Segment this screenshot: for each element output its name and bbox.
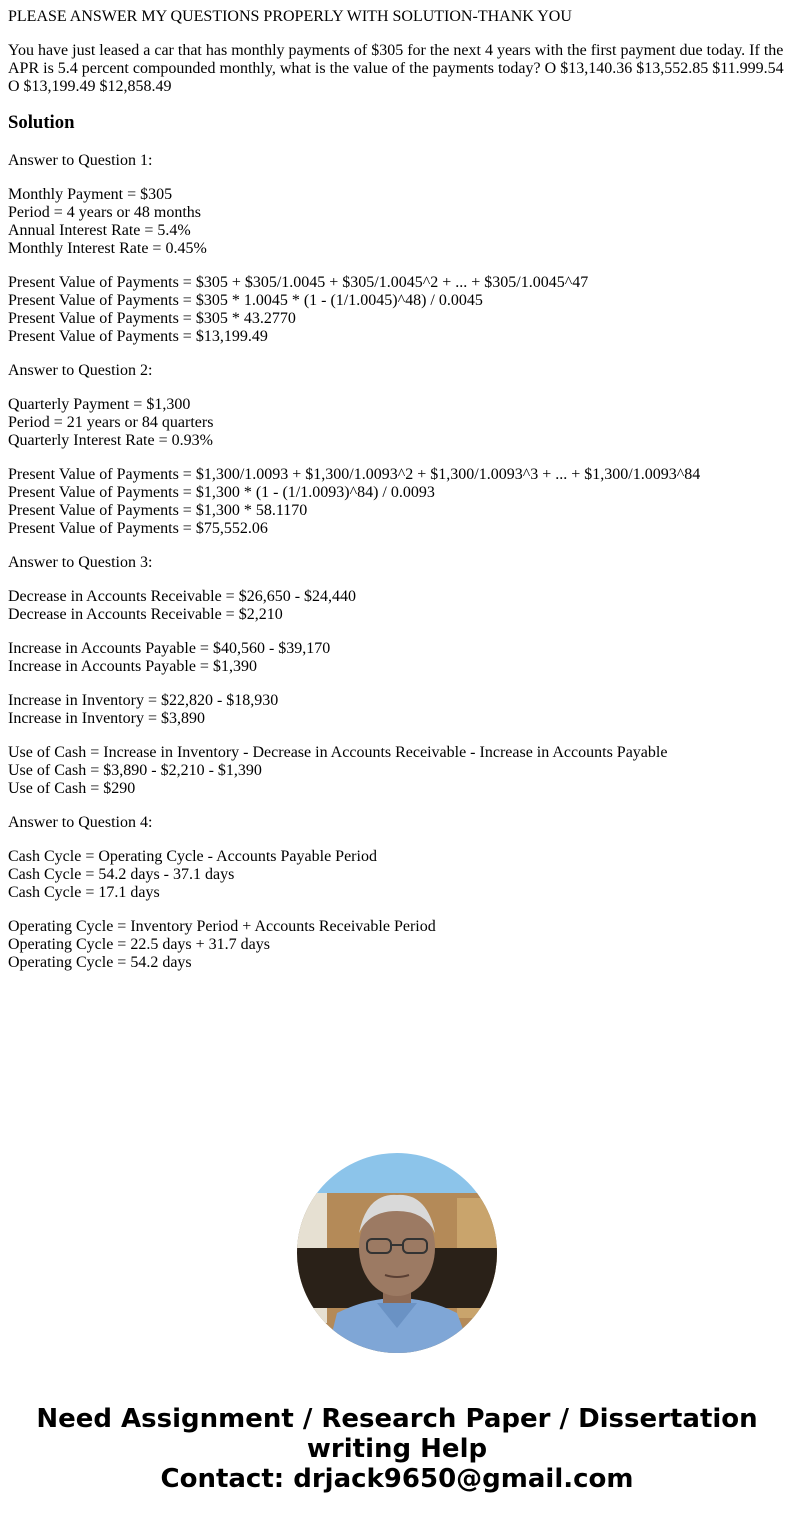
- solution-line: Cash Cycle = 54.2 days - 37.1 days: [8, 866, 235, 883]
- solution-paragraph: [8, 588, 786, 624]
- solution-line: Monthly Payment = $305: [8, 186, 173, 203]
- solution-paragraph: [8, 848, 786, 902]
- solution-line: Present Value of Payments = $1,300 * 58.1170: [8, 502, 308, 519]
- question-text: You have just leased a car that has monthly payments of $305 for the next 4 years with the first payment due today. If the APR is 5.4 percent compounded monthly, what is the value of the payments today? O $13,140.36 $13,552.85 $11.999.54 O $13,199.49 $12,858.49: [8, 42, 784, 95]
- solution-paragraph: [8, 274, 786, 346]
- solution-paragraph: [8, 554, 786, 572]
- author-portrait-image: [297, 1153, 497, 1353]
- solution-line: Present Value of Payments = $305 + $305/1.0045 + $305/1.0045^2 + ... + $305/1.0045^47: [8, 274, 589, 291]
- solution-paragraph: [8, 692, 786, 728]
- solution-line: Cash Cycle = Operating Cycle - Accounts Payable Period: [8, 848, 377, 865]
- solution-line: Cash Cycle = 17.1 days: [8, 884, 160, 901]
- solution-paragraph: [8, 186, 786, 258]
- question-header: PLEASE ANSWER MY QUESTIONS PROPERLY WITH SOLUTION-THANK YOU: [8, 8, 572, 25]
- solution-line: Answer to Question 4:: [8, 814, 153, 831]
- document-content: [8, 8, 786, 988]
- solution-line: Decrease in Accounts Receivable = $26,650 - $24,440: [8, 588, 357, 605]
- solution-line: Quarterly Interest Rate = 0.93%: [8, 432, 213, 449]
- footer-line-2: writing Help: [306, 1434, 488, 1464]
- solution-line: Present Value of Payments = $305 * 1.0045 * (1 - (1/1.0045)^48) / 0.0045: [8, 292, 483, 309]
- solution-line: Operating Cycle = 22.5 days + 31.7 days: [8, 936, 270, 953]
- solution-line: Present Value of Payments = $75,552.06: [8, 520, 268, 537]
- solution-line: Present Value of Payments = $1,300 * (1 - (1/1.0093)^84) / 0.0093: [8, 484, 435, 501]
- footer-advertisement: [0, 1404, 794, 1494]
- solution-line: Operating Cycle = 54.2 days: [8, 954, 192, 971]
- solution-line: Use of Cash = $3,890 - $2,210 - $1,390: [8, 762, 262, 779]
- solution-line: Increase in Inventory = $3,890: [8, 710, 205, 727]
- solution-paragraph: [8, 814, 786, 832]
- solution-heading: Solution: [8, 112, 75, 133]
- solution-paragraph: [8, 362, 786, 380]
- solution-line: Present Value of Payments = $13,199.49: [8, 328, 268, 345]
- solution-paragraph: [8, 744, 786, 798]
- solution-line: Period = 21 years or 84 quarters: [8, 414, 214, 431]
- solution-line: Operating Cycle = Inventory Period + Accounts Receivable Period: [8, 918, 436, 935]
- solution-line: Monthly Interest Rate = 0.45%: [8, 240, 207, 257]
- solution-paragraph: [8, 918, 786, 972]
- author-avatar: [297, 1153, 497, 1353]
- solution-line: Quarterly Payment = $1,300: [8, 396, 191, 413]
- solution-line: Annual Interest Rate = 5.4%: [8, 222, 191, 239]
- solution-paragraph: [8, 466, 786, 538]
- solution-line: Present Value of Payments = $1,300/1.0093 + $1,300/1.0093^2 + $1,300/1.0093^3 + ... + $1,300/1.0093^84: [8, 466, 701, 483]
- solution-paragraph: [8, 640, 786, 676]
- solution-line: Increase in Accounts Payable = $1,390: [8, 658, 257, 675]
- solution-body: [8, 152, 786, 972]
- solution-line: Use of Cash = Increase in Inventory - Decrease in Accounts Receivable - Increase in Accounts Payable: [8, 744, 668, 761]
- solution-line: Increase in Accounts Payable = $40,560 - $39,170: [8, 640, 331, 657]
- footer-line-1: Need Assignment / Research Paper / Dissertation: [36, 1404, 758, 1434]
- solution-line: Increase in Inventory = $22,820 - $18,930: [8, 692, 279, 709]
- solution-line: Present Value of Payments = $305 * 43.2770: [8, 310, 296, 327]
- solution-line: Answer to Question 2:: [8, 362, 153, 379]
- solution-line: Period = 4 years or 48 months: [8, 204, 201, 221]
- solution-line: Answer to Question 1:: [8, 152, 153, 169]
- footer-contact: Contact: drjack9650@gmail.com: [160, 1464, 634, 1494]
- solution-line: Decrease in Accounts Receivable = $2,210: [8, 606, 283, 623]
- solution-paragraph: [8, 396, 786, 450]
- solution-line: Answer to Question 3:: [8, 554, 153, 571]
- solution-line: Use of Cash = $290: [8, 780, 136, 797]
- solution-paragraph: [8, 152, 786, 170]
